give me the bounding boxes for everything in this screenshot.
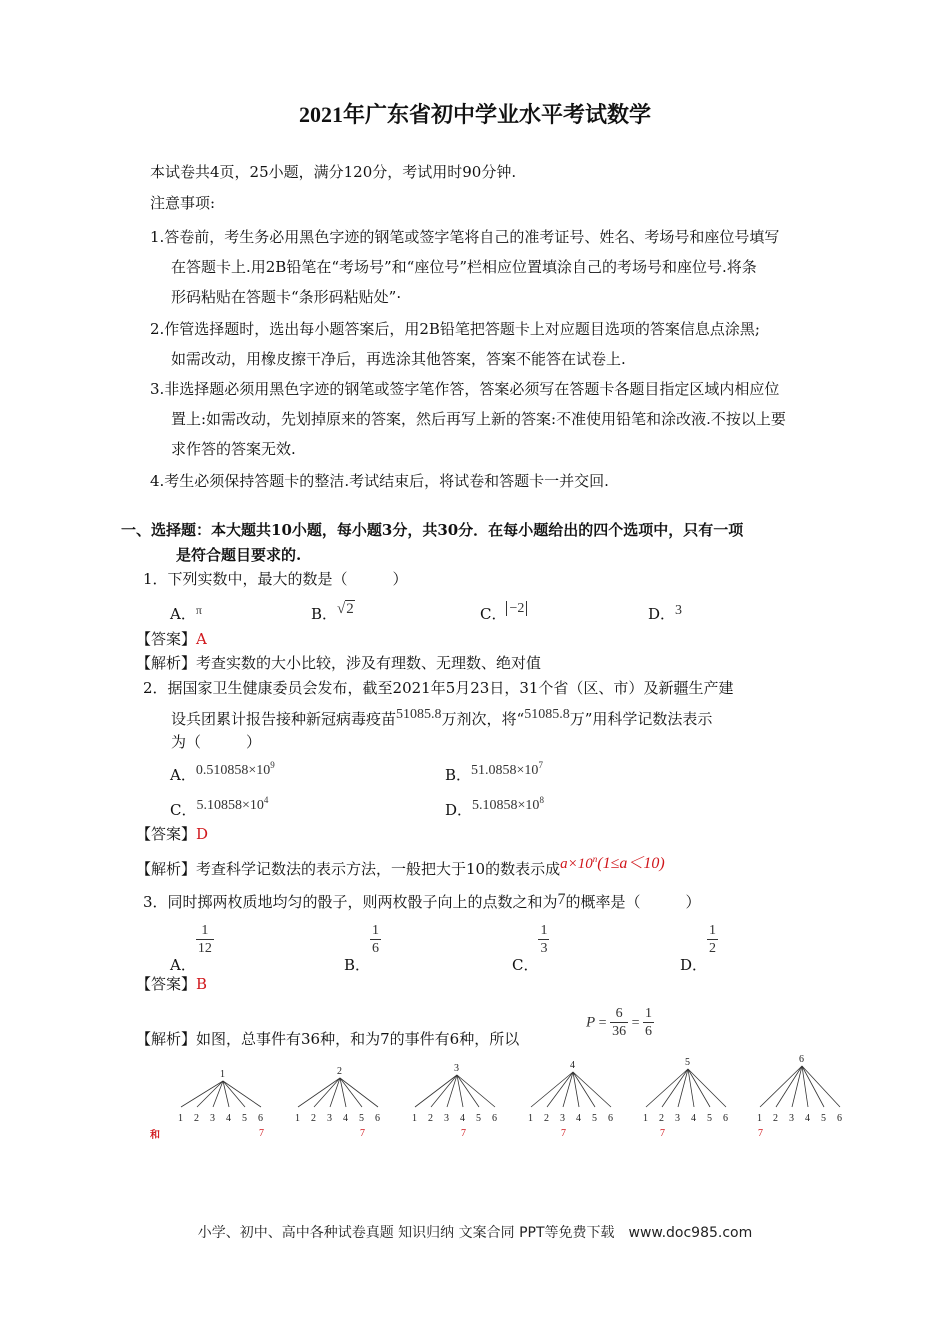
tree-leaf-label: 1 (178, 1113, 183, 1124)
tree-leaf-label: 4 (226, 1113, 231, 1124)
q1-stem: 1．下列实数中，最大的数是（ ） (143, 570, 408, 588)
tree-leaf-label: 3 (560, 1113, 565, 1124)
tree-leaf-label: 4 (805, 1113, 810, 1124)
tree-leaf-label: 3 (444, 1113, 449, 1124)
q3-option-d: D． $\frac{1}{2}$ (680, 923, 717, 974)
tree-root-label: 6 (799, 1055, 804, 1065)
q3-answer: 【答案】B (136, 975, 208, 993)
tree-leaf-label: 3 (327, 1113, 332, 1124)
section-heading-line-2: 是符合题目要求的. (176, 546, 302, 564)
exam-intro: 本试卷共4页，25小题，满分120分，考试用时90分钟. (150, 163, 517, 181)
tree-leaf-label: 6 (837, 1113, 842, 1124)
tree-leaf-label: 1 (295, 1113, 300, 1124)
tree-leaf-label: 5 (242, 1113, 247, 1124)
tree-leaf-label: 4 (460, 1113, 465, 1124)
tree-branch (213, 1081, 223, 1107)
q2-answer: 【答案】D (136, 825, 209, 843)
tree-leaf-label: 6 (375, 1113, 380, 1124)
tree-branch (792, 1066, 802, 1107)
tree-branch (531, 1072, 573, 1107)
q2-stem-line-2: 设兵团累计报告接种新冠病毒疫苗51085.8万剂次，将“51085.8万”用科学记数法表示 (171, 707, 713, 728)
tree-leaf-label: 2 (428, 1113, 433, 1124)
q1-option-b: B．√2 (311, 601, 354, 623)
q2-option-a: A．$0.510858\times 10^9$ (170, 760, 275, 784)
tree-branch (314, 1078, 340, 1107)
notice-3-line-3: 求作答的答案无效. (171, 440, 296, 458)
tree-leaf-label: 2 (194, 1113, 199, 1124)
q3-option-b: B． $\frac{1}{6}$ (344, 923, 380, 974)
notice-1-line-2: 在答题卡上.用2B铅笔在“考场号”和“座位号”栏相应位置填涂自己的考场号和座位号.将条 (171, 258, 757, 276)
tree-leaf-label: 5 (707, 1113, 712, 1124)
notice-4-line-1: 4.考生必须保持答题卡的整洁.考试结束后，将试卷和答题卡一并交回. (150, 472, 609, 490)
tree-leaf-label: 3 (210, 1113, 215, 1124)
tree-branch (431, 1075, 457, 1107)
q3-option-a: A． $\frac{1}{12}$ (170, 923, 212, 974)
tree-branch (181, 1081, 223, 1107)
tree-leaf-label: 4 (343, 1113, 348, 1124)
tree-leaf-label: 2 (773, 1113, 778, 1124)
tree-leaf-label: 1 (528, 1113, 533, 1124)
tree-leaf-label: 2 (659, 1113, 664, 1124)
notice-2-line-1: 2.作管选择题时，选出每小题答案后，用2B铅笔把答题卡上对应题目选项的答案信息点涂黑; (150, 320, 760, 338)
tree-branch (415, 1075, 457, 1107)
tree-branch (678, 1069, 688, 1107)
tree-leaf-label: 5 (476, 1113, 481, 1124)
q2-analysis: 【解析】考查科学记数法的表示方法，一般把大于10的数表示成$a\times 10^n(1\le a<10)$ (136, 854, 665, 878)
tree-sum-seven: 7 (758, 1128, 763, 1139)
tree-leaf-label: 2 (544, 1113, 549, 1124)
tree-root-label: 2 (337, 1066, 342, 1077)
q2-option-b: B．$51.0858\times 10^7$ (445, 760, 543, 784)
section-heading-line-1: 一、选择题：本大题共10小题，每小题3分，共30分．在每小题给出的四个选项中，只有一项 (121, 521, 744, 539)
tree-root-label: 1 (220, 1069, 225, 1080)
tree-branch (330, 1078, 340, 1107)
tree-leaf-label: 3 (789, 1113, 794, 1124)
q2-stem-line-1: 2．据国家卫生健康委员会发布，截至2021年5月23日，31个省（区、市）及新疆生产建 (143, 679, 734, 697)
tree-leaf-label: 6 (608, 1113, 613, 1124)
tree-root-label: 4 (570, 1060, 575, 1071)
tree-leaf-label: 5 (359, 1113, 364, 1124)
tree-branch (298, 1078, 340, 1107)
q2-option-c: C．$5.10858\times 10^4$ (170, 795, 269, 819)
notice-1-line-3: 形码粘贴在答题卡“条形码粘贴处”· (171, 288, 402, 306)
page-title: 2021年广东省初中学业水平考试数学 (298, 102, 651, 127)
tree-leaf-label: 3 (675, 1113, 680, 1124)
notice-3-line-2: 置上:如需改动，先划掉原来的答案，然后再写上新的答案:不准使用铅笔和涂改液.不按以上要 (171, 410, 786, 428)
tree-leaf-label: 6 (723, 1113, 728, 1124)
notice-1-line-1: 1.答卷前，考生务必用黑色字迹的钢笔或签字笔将自己的准考证号、姓名、考场号和座位号填写 (150, 228, 780, 246)
q2-option-d: D．$5.10858\times 10^8$ (445, 795, 544, 819)
notice-2-line-2: 如需改动，用橡皮擦干净后，再选涂其他答案，答案不能答在试卷上. (171, 350, 626, 368)
q1-option-a: A．$^\pi$ (170, 603, 202, 623)
tree-sum-label: 和 (150, 1130, 160, 1141)
tree-leaf-label: 6 (258, 1113, 263, 1124)
q3-analysis: 【解析】如图，总事件有36种，和为7的事件有6种，所以 (136, 1030, 520, 1048)
tree-leaf-label: 6 (492, 1113, 497, 1124)
q1-option-d: D．3 (648, 603, 683, 623)
notice-3-line-1: 3.非选择题必须用黑色字迹的钢笔或签字笔作答，答案必须写在答题卡各题目指定区域内相应位 (150, 380, 780, 398)
footer-ad: 小学、初中、高中各种试卷真题 知识归纳 文案合同 PPT等免费下载 www.doc985.com (197, 1225, 753, 1241)
q3-stem: 3．同时掷两枚质地均匀的骰子，则两枚骰子向上的点数之和为7的概率是（ ） (143, 891, 701, 911)
tree-branch (563, 1072, 573, 1107)
tree-branch (776, 1066, 802, 1107)
notice-heading: 注意事项: (150, 194, 216, 212)
tree-root-label: 3 (454, 1063, 459, 1074)
tree-leaf-label: 2 (311, 1113, 316, 1124)
tree-branch (662, 1069, 688, 1107)
tree-leaf-label: 4 (691, 1113, 696, 1124)
q1-option-c: C． −2 (480, 603, 527, 627)
tree-branch (447, 1075, 457, 1107)
tree-leaf-label: 4 (576, 1113, 581, 1124)
tree-leaf-label: 5 (592, 1113, 597, 1124)
tree-leaf-label: 1 (412, 1113, 417, 1124)
q2-stem-line-3: 为（ ） (171, 733, 262, 751)
tree-root-label: 5 (685, 1057, 690, 1068)
tree-sum-seven: 7 (461, 1128, 466, 1139)
tree-branch (547, 1072, 573, 1107)
q1-analysis: 【解析】考查实数的大小比较，涉及有理数、无理数、绝对值 (136, 654, 542, 672)
tree-leaf-label: 1 (757, 1113, 762, 1124)
tree-branch (646, 1069, 688, 1107)
q3-probability-formula: P = $\frac{6}{36}$ = $\frac{1}{6}$ (586, 1006, 652, 1039)
tree-sum-seven: 7 (561, 1128, 566, 1139)
q3-option-c: C． $\frac{1}{3}$ (512, 923, 548, 974)
dice-tree-diagram (140, 1055, 860, 1150)
tree-leaf-label: 1 (643, 1113, 648, 1124)
tree-leaf-label: 5 (821, 1113, 826, 1124)
tree-sum-seven: 7 (660, 1128, 665, 1139)
q1-answer: 【答案】A (136, 630, 207, 648)
tree-sum-seven: 7 (259, 1128, 264, 1139)
tree-sum-seven: 7 (360, 1128, 365, 1139)
tree-branch (760, 1066, 802, 1107)
tree-branch (197, 1081, 223, 1107)
